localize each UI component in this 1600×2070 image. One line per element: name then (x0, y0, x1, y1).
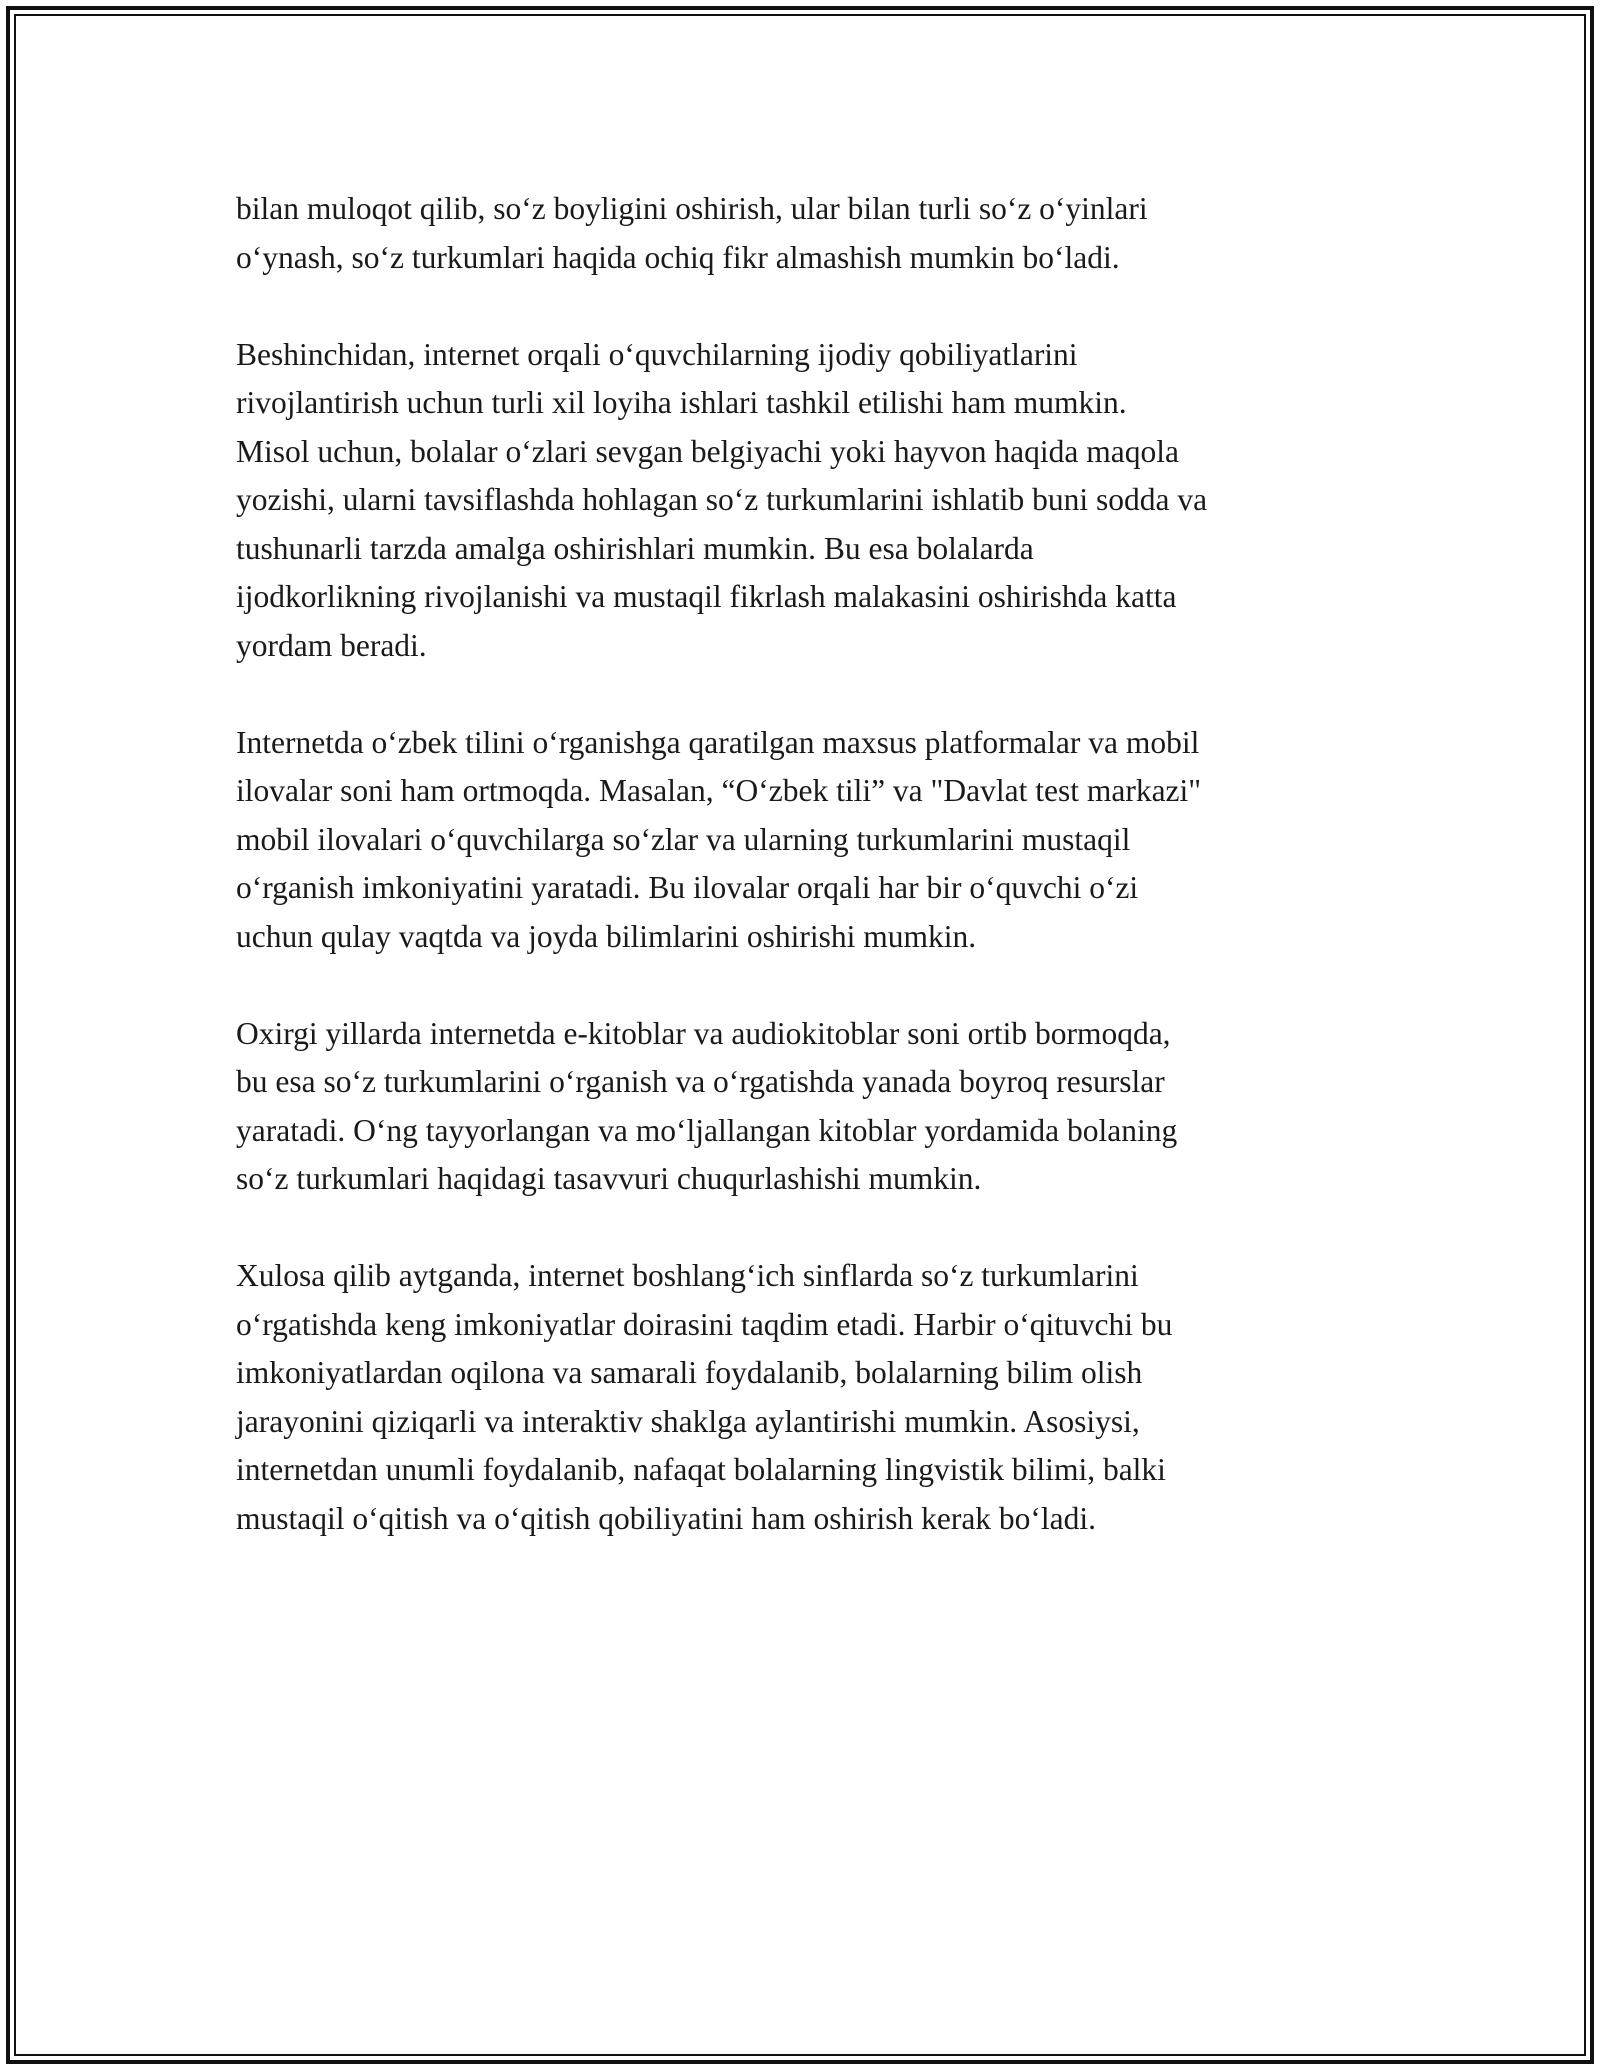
paragraph-line: mobil ilovalari o‘quvchilarga so‘zlar va ularning turkumlarini mustaqil (236, 821, 1131, 857)
paragraph-line: rivojlantirish uchun turli xil loyiha ishlari tashkil etilishi ham mumkin. (236, 385, 1127, 420)
paragraph-4 (236, 1010, 1396, 1204)
paragraph-line: jarayonini qiziqarli va interaktiv shaklga aylantirishi mumkin. Asosiysi, (236, 1403, 1140, 1439)
paragraph-line: so‘z turkumlari haqidagi tasavvuri chuqurlashishi mumkin. (236, 1161, 982, 1196)
paragraph-line: yordam beradi. (236, 627, 427, 663)
paragraph-line: yozishi, ularni tavsiflashda hohlagan so‘z turkumlarini ishlatib buni sodda va (236, 482, 1208, 517)
paragraph-1 (236, 185, 1396, 282)
paragraph-line: imkoniyatlardan oqilona va samarali foydalanib, bolalarning bilim olish (236, 1355, 1143, 1390)
paragraph-line: bilan muloqot qilib, so‘z boyligini oshirish, ular bilan turli so‘z o‘yinlari (236, 191, 1148, 226)
document-body (236, 185, 1396, 1592)
paragraph-line: yaratadi. O‘ng tayyorlangan va mo‘ljallangan kitoblar yordamida bolaning (236, 1112, 1178, 1148)
paragraph-line: mustaqil o‘qitish va o‘qitish qobiliyatini ham oshirish kerak bo‘ladi. (236, 1500, 1097, 1536)
paragraph-line: Xulosa qilib aytganda, internet boshlang‘ich sinflarda so‘z turkumlarini (236, 1258, 1139, 1293)
paragraph-line: Oxirgi yillarda internetda e-kitoblar va audiokitoblar soni ortib bormoqda, (236, 1015, 1171, 1051)
paragraph-line: Internetda o‘zbek tilini o‘rganishga qaratilgan maxsus platformalar va mobil (236, 724, 1200, 760)
paragraph-line: ilovalar soni ham ortmoqda. Masalan, “O‘zbek tili” va "Davlat test markazi" (236, 773, 1202, 808)
paragraph-3 (236, 719, 1396, 962)
paragraph-line: Misol uchun, bolalar o‘zlari sevgan belgiyachi yoki hayvon haqida maqola (236, 433, 1179, 469)
paragraph-5 (236, 1252, 1396, 1543)
paragraph-2 (236, 331, 1396, 671)
paragraph-line: uchun qulay vaqtda va joyda bilimlarini oshirishi mumkin. (236, 918, 977, 954)
paragraph-line: Beshinchidan, internet orqali o‘quvchilarning ijodiy qobiliyatlarini (236, 336, 1078, 372)
paragraph-line: tushunarli tarzda amalga oshirishlari mumkin. Bu esa bolalarda (236, 530, 1034, 566)
paragraph-line: ijodkorlikning rivojlanishi va mustaqil fikrlash malakasini oshirishda katta (236, 579, 1177, 614)
paragraph-line: o‘rgatishda keng imkoniyatlar doirasini taqdim etadi. Harbir o‘qituvchi bu (236, 1306, 1173, 1342)
paragraph-line: o‘rganish imkoniyatini yaratadi. Bu ilovalar orqali har bir o‘quvchi o‘zi (236, 870, 1139, 905)
paragraph-line: internetdan unumli foydalanib, nafaqat bolalarning lingvistik bilimi, balki (236, 1452, 1166, 1487)
paragraph-line: o‘ynash, so‘z turkumlari haqida ochiq fikr almashish mumkin bo‘ladi. (236, 239, 1120, 275)
paragraph-line: bu esa so‘z turkumlarini o‘rganish va o‘rgatishda yanada boyroq resurslar (236, 1064, 1165, 1099)
